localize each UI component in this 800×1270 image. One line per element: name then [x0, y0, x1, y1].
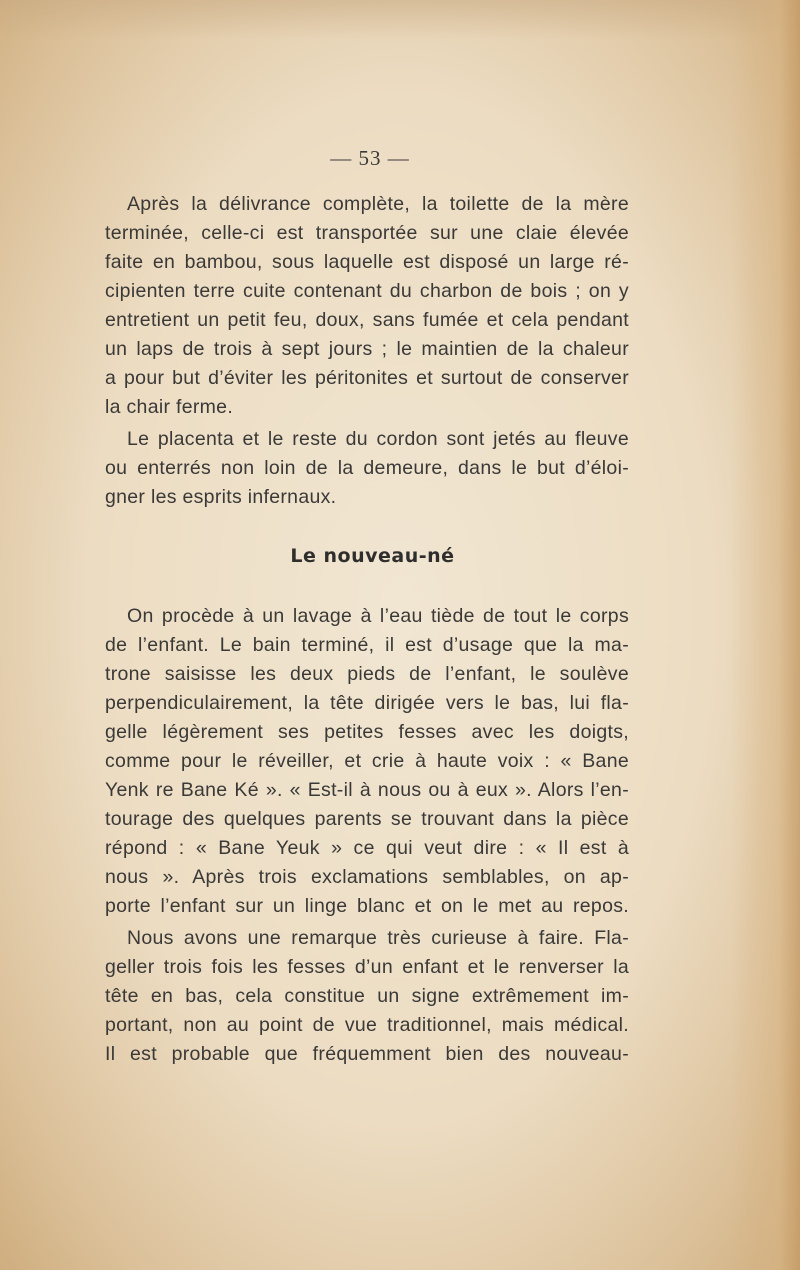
text-line: nous ». Après trois exclamations semblables, on ap-	[105, 866, 629, 888]
text-line: répond : « Bane Yeuk » ce qui veut dire : « Il est à	[105, 837, 629, 859]
text-line: tête en bas, cela constitue un signe extrêmement im-	[105, 985, 629, 1007]
text-line: de l’enfant. Le bain terminé, il est d’usage que la ma-	[105, 634, 629, 656]
text-line: tourage des quelques parents se trouvant dans la pièce	[105, 808, 629, 830]
text-line: Après la délivrance complète, la toilette de la mère	[127, 193, 629, 215]
text-line: un laps de trois à sept jours ; le maintien de la chaleur	[105, 338, 629, 360]
text-line: portant, non au point de vue traditionnel, mais médical.	[105, 1014, 629, 1036]
page-edge-shading-right	[730, 0, 800, 1270]
text-line: gner les esprits infernaux.	[105, 486, 337, 508]
text-line: ou enterrés non loin de la demeure, dans le but d’éloi-	[105, 457, 629, 479]
text-line: entretient un petit feu, doux, sans fumée et cela pendant	[105, 309, 629, 331]
text-line: cipienten terre cuite contenant du charbon de bois ; on y	[105, 280, 629, 302]
text-line: Le placenta et le reste du cordon sont jetés au fleuve	[127, 428, 629, 450]
text-line: trone saisisse les deux pieds de l’enfant, le soulève	[105, 663, 629, 685]
section-heading: Le nouveau-né	[290, 545, 455, 567]
text-line: comme pour le réveiller, et crie à haute voix : « Bane	[105, 750, 629, 772]
text-line: faite en bambou, sous laquelle est disposé un large ré-	[105, 251, 629, 273]
text-line: porte l’enfant sur un linge blanc et on le met au repos.	[105, 895, 629, 917]
text-line: On procède à un lavage à l’eau tiède de tout le corps	[127, 605, 629, 627]
text-line: Nous avons une remarque très curieuse à faire. Fla-	[127, 927, 629, 949]
text-line: Il est probable que fréquemment bien des nouveau-	[105, 1043, 629, 1065]
page-edge-shading-top	[0, 0, 800, 40]
page-number: — 53 —	[330, 146, 410, 170]
text-line: geller trois fois les fesses d’un enfant et le renverser la	[105, 956, 629, 978]
text-line: perpendiculairement, la tête dirigée vers le bas, lui fla-	[105, 692, 629, 714]
text-line: terminée, celle-ci est transportée sur une claie élevée	[105, 222, 629, 244]
text-line: a pour but d’éviter les péritonites et surtout de conserver	[105, 367, 629, 389]
text-line: gelle légèrement ses petites fesses avec les doigts,	[105, 721, 629, 743]
text-line: Yenk re Bane Ké ». « Est-il à nous ou à eux ». Alors l’en-	[105, 779, 629, 801]
text-line: la chair ferme.	[105, 396, 234, 418]
